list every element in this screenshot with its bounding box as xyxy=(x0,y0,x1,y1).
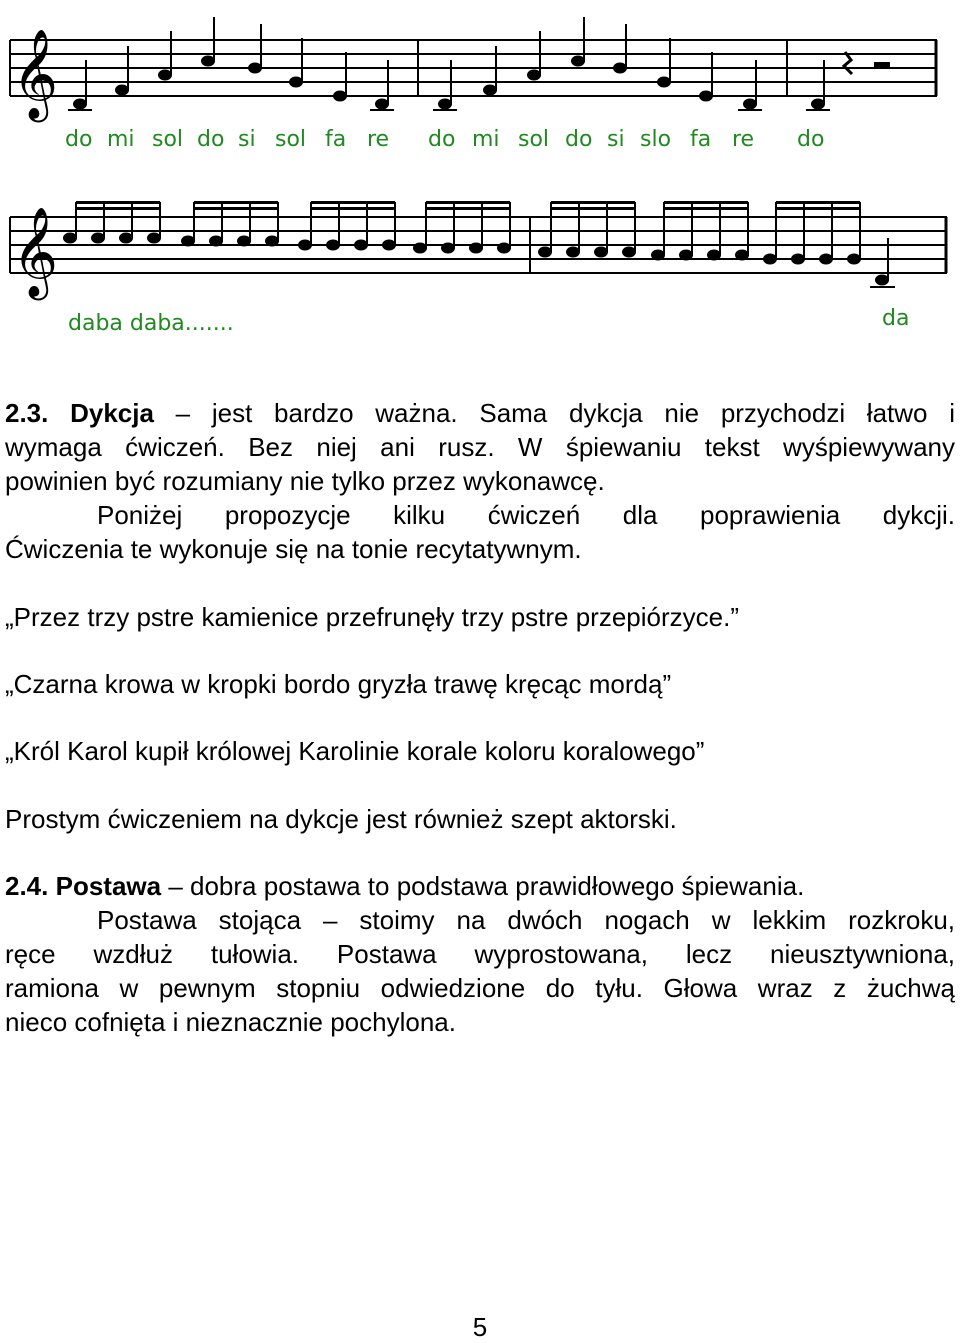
paragraph-line: powinien być rozumiany nie tylko przez wykonawcę. xyxy=(5,466,605,496)
solfege-syllable: fa xyxy=(325,127,347,152)
note-head xyxy=(413,243,427,254)
beam xyxy=(76,207,160,210)
exercise-text: „Król Karol kupił królowej Karolinie korale koloru koralowego” xyxy=(5,736,705,766)
note-head xyxy=(469,243,483,254)
text: – dobra postawa to podstawa prawidłowego śpiewania. xyxy=(161,871,805,901)
text: – jest bardzo ważna. Sama dykcja nie przychodzi łatwo i xyxy=(153,398,956,428)
note-head xyxy=(265,236,279,247)
beam xyxy=(551,207,635,210)
beam xyxy=(664,207,748,210)
note-head xyxy=(201,56,215,67)
section-heading: Postawa xyxy=(55,871,162,901)
note-head xyxy=(707,250,721,261)
solfege-syllable: do xyxy=(428,127,456,152)
solfege-syllable: sol xyxy=(275,127,307,152)
note-head xyxy=(819,254,833,265)
section-heading: Dykcja xyxy=(70,398,154,428)
treble-clef-icon: 𝄞 xyxy=(12,207,59,297)
exercise-text: „Przez trzy pstre kamienice przefrunęły trzy pstre przepiórzyce.” xyxy=(5,602,739,632)
note-head xyxy=(657,77,671,88)
music-staff-2 xyxy=(0,180,960,340)
note-head xyxy=(497,243,511,254)
paragraph-line: Ćwiczenia te wykonuje się na tonie recytatywnym. xyxy=(5,534,582,564)
note-head xyxy=(594,247,608,258)
note-head xyxy=(181,236,195,247)
solfege-syllable: slo xyxy=(640,127,672,152)
note-head xyxy=(326,240,340,251)
paragraph-line: wymaga ćwiczeń. Bez niej ani rusz. W śpiewaniu tekst wyśpiewywany xyxy=(5,432,955,462)
note-head xyxy=(811,99,825,110)
music-staff-1 xyxy=(0,0,960,165)
note-head xyxy=(354,240,368,251)
beam xyxy=(194,207,278,210)
section-postawa xyxy=(5,869,955,1039)
note-head xyxy=(743,99,757,110)
section-number: 2.3. xyxy=(5,398,49,428)
note-head xyxy=(622,247,636,258)
solfege-syllable: sol xyxy=(518,127,550,152)
solfege-syllable: do xyxy=(797,127,825,152)
half-rest-icon xyxy=(874,62,890,68)
note-head xyxy=(438,99,452,110)
rest-icon xyxy=(844,52,852,74)
beam xyxy=(426,207,510,210)
solfege-syllable: re xyxy=(367,127,390,152)
solfege-syllable: si xyxy=(238,127,256,152)
lyric-label-right: da xyxy=(882,306,910,331)
exercise-4 xyxy=(5,802,955,836)
note-head xyxy=(333,91,347,102)
solfege-syllable: mi xyxy=(472,127,500,152)
note-head xyxy=(63,233,77,244)
exercise-3 xyxy=(5,734,955,768)
note-head xyxy=(651,250,665,261)
note-head xyxy=(115,85,129,96)
note-head xyxy=(382,240,396,251)
note-head xyxy=(119,233,133,244)
note-head xyxy=(791,254,805,265)
note-head xyxy=(613,63,627,74)
exercise-text: „Czarna krowa w kropki bordo gryzła trawę kręcąc mordą” xyxy=(5,669,672,699)
paragraph-line: ręce wzdłuż tułowia. Postawa wyprostowana, lecz nieusztywniona, xyxy=(5,939,955,969)
solfege-syllable: sol xyxy=(152,127,184,152)
note-head xyxy=(147,233,161,244)
solfege-syllable: re xyxy=(732,127,755,152)
solfege-syllable: do xyxy=(65,127,93,152)
paragraph-line: Poniżej propozycje kilku ćwiczeń dla poprawienia dykcji. xyxy=(97,500,955,530)
note-head xyxy=(375,99,389,110)
section-number: 2.4. xyxy=(5,871,49,901)
note-head xyxy=(566,247,580,258)
beam xyxy=(194,201,278,204)
note-head xyxy=(571,56,585,67)
note-head xyxy=(538,247,552,258)
solfege-syllable: fa xyxy=(690,127,712,152)
solfege-syllable: mi xyxy=(107,127,135,152)
paragraph-line: Postawa stojąca – stoimy na dwóch nogach w lekkim rozkroku, xyxy=(97,905,955,935)
note-head xyxy=(237,236,251,247)
lyric-label-left: daba daba....... xyxy=(68,311,234,336)
note-head xyxy=(875,275,889,286)
page-number: 5 xyxy=(472,1312,488,1342)
beam xyxy=(311,201,395,204)
note-head xyxy=(298,240,312,251)
note-head xyxy=(699,91,713,102)
paragraph-line: ramiona w pewnym stopniu odwiedzione do tyłu. Głowa wraz z żuchwą xyxy=(5,973,955,1003)
staff-lines xyxy=(10,40,937,96)
note-head xyxy=(248,63,262,74)
note-head xyxy=(763,254,777,265)
treble-clef-icon: 𝄞 xyxy=(12,29,59,119)
note-head xyxy=(158,70,172,81)
beam xyxy=(664,201,748,204)
beam xyxy=(76,201,160,204)
note-head xyxy=(527,70,541,81)
beam xyxy=(311,207,395,210)
note-head xyxy=(441,243,455,254)
note-head xyxy=(73,99,87,110)
paragraph-line: nieco cofnięta i nieznacznie pochylona. xyxy=(5,1007,456,1037)
beam xyxy=(426,201,510,204)
note-head xyxy=(91,233,105,244)
solfege-syllable: si xyxy=(607,127,625,152)
note-head xyxy=(289,77,303,88)
exercise-text: Prostym ćwiczeniem na dykcje jest również szept aktorski. xyxy=(5,804,677,834)
solfege-syllable: do xyxy=(197,127,225,152)
syllables xyxy=(65,127,824,152)
beam xyxy=(776,201,860,204)
note-head xyxy=(483,85,497,96)
beam xyxy=(776,207,860,210)
note-head xyxy=(679,250,693,261)
solfege-syllable: do xyxy=(565,127,593,152)
note-head xyxy=(209,236,223,247)
section-dykcja xyxy=(5,396,955,566)
paragraph-line xyxy=(5,396,955,430)
note-head xyxy=(847,254,861,265)
paragraph-line xyxy=(5,869,955,903)
beam xyxy=(551,201,635,204)
exercise-1 xyxy=(5,600,955,634)
exercise-2 xyxy=(5,667,955,701)
note-head xyxy=(735,250,749,261)
